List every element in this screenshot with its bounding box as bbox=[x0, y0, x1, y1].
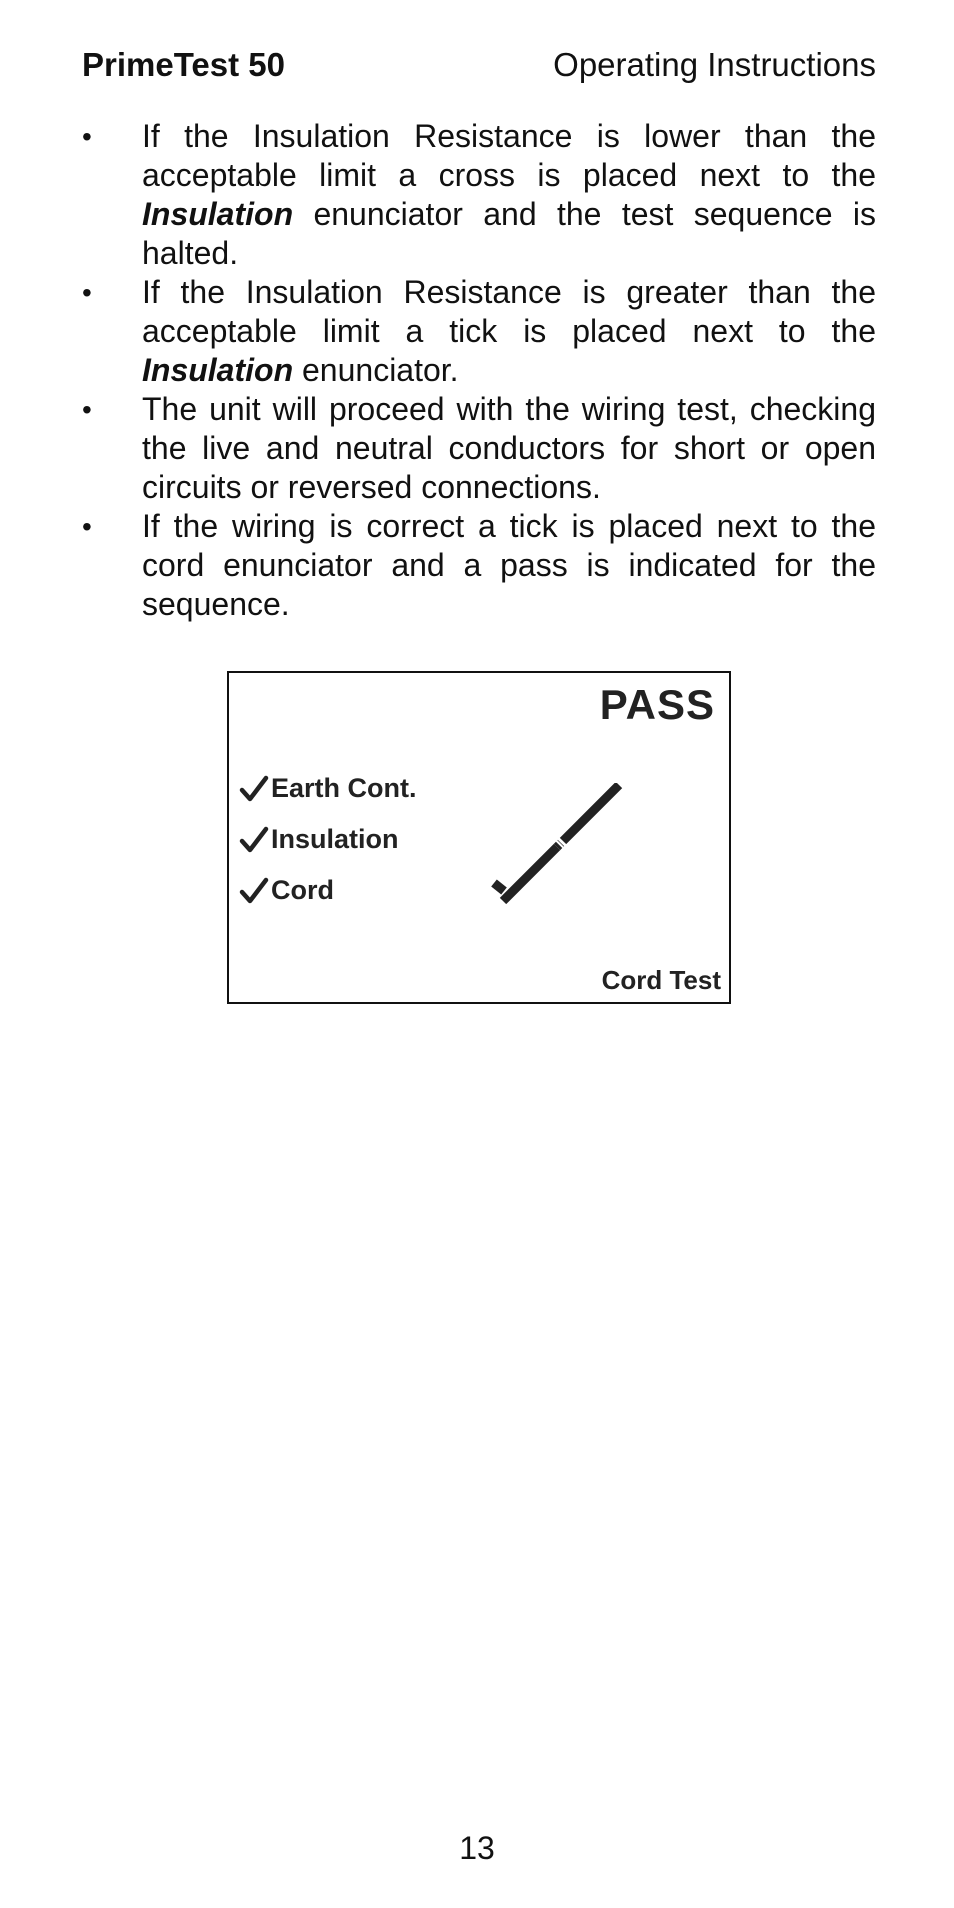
page-number: 13 bbox=[459, 1830, 495, 1866]
page-header bbox=[82, 46, 876, 90]
check-icon bbox=[239, 774, 269, 804]
status-item-label: Earth Cont. bbox=[271, 773, 417, 803]
section-title: Operating Instructions bbox=[553, 46, 876, 83]
list-item: • If the Insulation Resistance is lower than the acceptable limit a cross is placed next to the Insulation enunciator and the test sequence is halted. bbox=[82, 118, 876, 271]
status-item-label: Insulation bbox=[271, 824, 399, 854]
bullet-icon: • bbox=[82, 511, 92, 542]
bullet-icon: • bbox=[82, 121, 92, 152]
check-icon bbox=[239, 876, 269, 906]
result-label: PASS bbox=[599, 681, 715, 728]
enunciator-name: Insulation bbox=[142, 196, 294, 232]
status-item-cord bbox=[239, 875, 334, 906]
list-item: • If the Insulation Resistance is greater than the acceptable limit a tick is placed next to the Insulation enunciator. bbox=[82, 274, 876, 388]
status-item-insulation bbox=[239, 824, 399, 855]
instruction-list bbox=[82, 117, 876, 624]
bullet-icon: • bbox=[82, 277, 92, 308]
list-item: • If the wiring is correct a tick is placed next to the cord enunciator and a pass is indicated for the sequence. bbox=[82, 508, 876, 622]
product-name: PrimeTest 50 bbox=[82, 46, 285, 83]
large-check-icon bbox=[489, 783, 629, 923]
status-item-label: Cord bbox=[271, 875, 334, 905]
enunciator-name: Insulation bbox=[142, 352, 294, 388]
check-icon bbox=[239, 825, 269, 855]
status-item-earth-cont bbox=[239, 773, 417, 804]
test-mode-label: Cord Test bbox=[601, 965, 721, 995]
list-item: • The unit will proceed with the wiring test, checking the live and neutral conductors for short or open circuits or reversed connections. bbox=[82, 391, 876, 505]
bullet-icon: • bbox=[82, 394, 92, 425]
lcd-display bbox=[227, 671, 731, 1004]
